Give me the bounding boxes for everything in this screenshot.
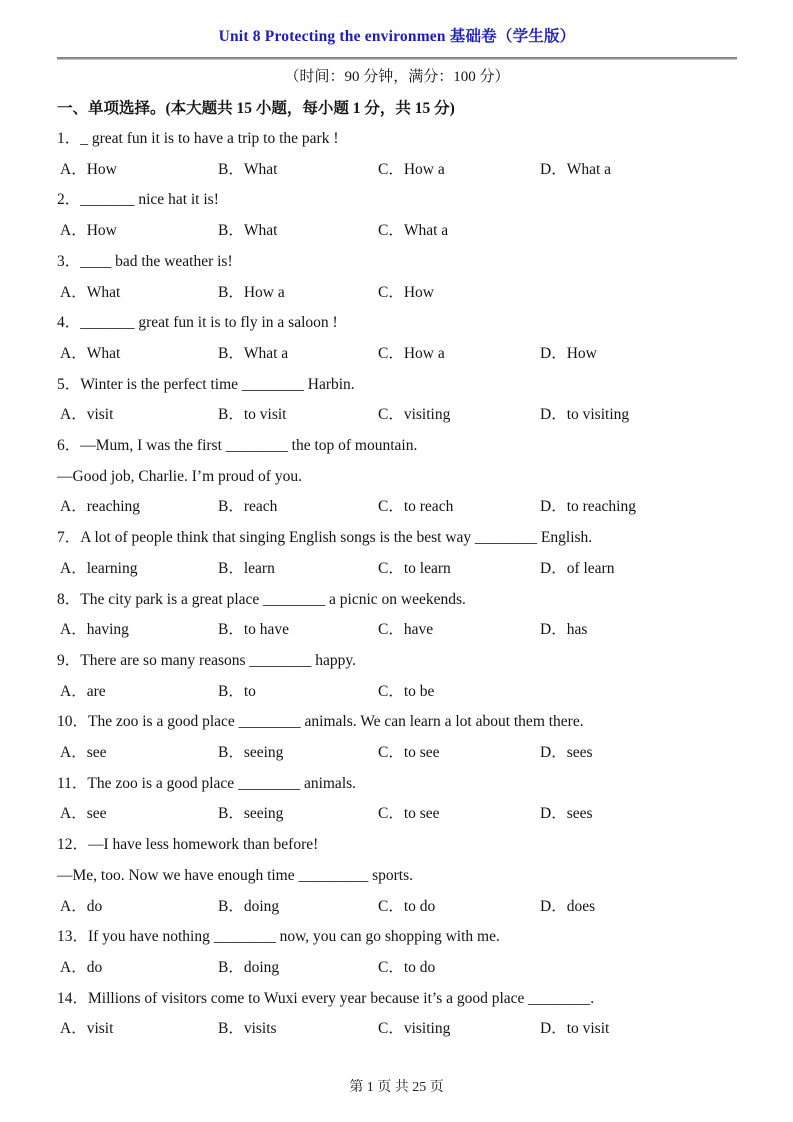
option: D．of learn: [540, 559, 615, 577]
question-stem: 12．—I have less homework than before!: [57, 836, 319, 854]
question-stem: 7．A lot of people think that singing English songs is the best way ________ English.: [57, 529, 593, 547]
option: A．What: [60, 283, 121, 301]
option: A．How: [60, 160, 117, 178]
option: C．to see: [378, 805, 440, 823]
question-stem: 4．_______ great fun it is to fly in a saloon !: [57, 314, 338, 332]
question-list: [57, 124, 737, 1045]
option: C．How a: [378, 160, 445, 178]
option: B．to visit: [218, 406, 287, 424]
question-block: [57, 431, 737, 523]
title-divider: [57, 57, 737, 60]
option: C．to do: [378, 897, 436, 915]
option: A．see: [60, 744, 107, 762]
question-stem: —Me, too. Now we have enough time _________ sports.: [57, 866, 414, 884]
option: A．see: [60, 805, 107, 823]
option: A．What: [60, 344, 121, 362]
option: B．reach: [218, 498, 278, 516]
exam-info: （时间：90 分钟，满分：100 分）: [284, 69, 510, 85]
option-row: [57, 615, 737, 646]
option: C．to be: [378, 682, 435, 700]
option: D．to reaching: [540, 498, 636, 516]
option: D．How: [540, 344, 597, 362]
option: A．do: [60, 958, 103, 976]
question-stem: 2．_______ nice hat it is!: [57, 191, 219, 209]
option: C．to reach: [378, 498, 454, 516]
question-stem: 14．Millions of visitors come to Wuxi every year because it’s a good place ________.: [57, 989, 595, 1007]
option: B．doing: [218, 897, 280, 915]
question-stem: 5．Winter is the perfect time ________ Harbin.: [57, 375, 355, 393]
question-block: [57, 830, 737, 922]
option: C．visiting: [378, 1020, 451, 1038]
option: B．seeing: [218, 805, 284, 823]
option: A．How: [60, 222, 117, 240]
option-row: [57, 1014, 737, 1045]
option: B．to have: [218, 621, 290, 639]
option: B．What: [218, 160, 278, 178]
option: D．does: [540, 897, 596, 915]
section-heading: 一、单项选择。(本大题共 15 小题，每小题 1 分，共 15 分): [57, 100, 455, 117]
question-block: [57, 124, 737, 185]
question-stem: —Good job, Charlie. I’m proud of you.: [57, 467, 302, 485]
option: B．to: [218, 682, 256, 700]
question-block: [57, 370, 737, 431]
option: A．visit: [60, 406, 114, 424]
option-row: [57, 492, 737, 523]
option-row: [57, 400, 737, 431]
option-row: [57, 339, 737, 370]
question-stem: 10．The zoo is a good place ________ animals. We can learn a lot about them there.: [57, 713, 584, 731]
option-row: [57, 738, 737, 769]
option-row: [57, 677, 737, 708]
question-block: [57, 523, 737, 584]
question-stem: 11．The zoo is a good place ________ animals.: [57, 774, 357, 792]
question-block: [57, 769, 737, 830]
option: A．having: [60, 621, 129, 639]
option: B．What a: [218, 344, 289, 362]
option: C．visiting: [378, 406, 451, 424]
question-stem: 8．The city park is a great place ________ a picnic on weekends.: [57, 590, 466, 608]
question-block: [57, 922, 737, 983]
page-number: 第 1 页 共 25 页: [349, 1080, 444, 1095]
option: C．to learn: [378, 559, 451, 577]
option: A．visit: [60, 1020, 114, 1038]
option: C．to do: [378, 958, 436, 976]
question-stem: 3．____ bad the weather is!: [57, 252, 233, 270]
option-row: [57, 892, 737, 923]
page-title: Unit 8 Protecting the environmen 基础卷（学生版）: [218, 28, 576, 45]
option: B．learn: [218, 559, 275, 577]
option-row: [57, 953, 737, 984]
option-row: [57, 278, 737, 309]
option: B．What: [218, 222, 278, 240]
question-stem: 1．_ great fun it is to have a trip to the park !: [57, 130, 339, 147]
question-block: [57, 185, 737, 246]
option: D．sees: [540, 744, 593, 762]
option: C．How: [378, 283, 434, 301]
option: A．reaching: [60, 498, 141, 516]
question-block: [57, 984, 737, 1045]
question-stem: 13．If you have nothing ________ now, you can go shopping with me.: [57, 928, 500, 946]
option-row: [57, 554, 737, 585]
option: D．has: [540, 621, 588, 639]
option: D．to visit: [540, 1020, 610, 1038]
option: D．sees: [540, 805, 593, 823]
option: B．seeing: [218, 744, 284, 762]
option: C．How a: [378, 344, 445, 362]
question-stem: 9．There are so many reasons ________ happy.: [57, 651, 357, 669]
option-row: [57, 155, 737, 186]
option: C．What a: [378, 222, 449, 240]
option-row: [57, 799, 737, 830]
option: A．learning: [60, 559, 138, 577]
question-stem: 6．—Mum, I was the first ________ the top of mountain.: [57, 437, 418, 455]
question-block: [57, 707, 737, 768]
question-block: [57, 308, 737, 369]
option: A．do: [60, 897, 103, 915]
option: D．What a: [540, 160, 612, 178]
option: B．doing: [218, 958, 280, 976]
question-block: [57, 585, 737, 646]
option: C．have: [378, 621, 434, 639]
option: B．visits: [218, 1020, 277, 1038]
option: B．How a: [218, 283, 285, 301]
question-block: [57, 646, 737, 707]
option: A．are: [60, 682, 106, 700]
question-block: [57, 247, 737, 308]
option: D．to visiting: [540, 406, 630, 424]
option: C．to see: [378, 744, 440, 762]
option-row: [57, 216, 737, 247]
